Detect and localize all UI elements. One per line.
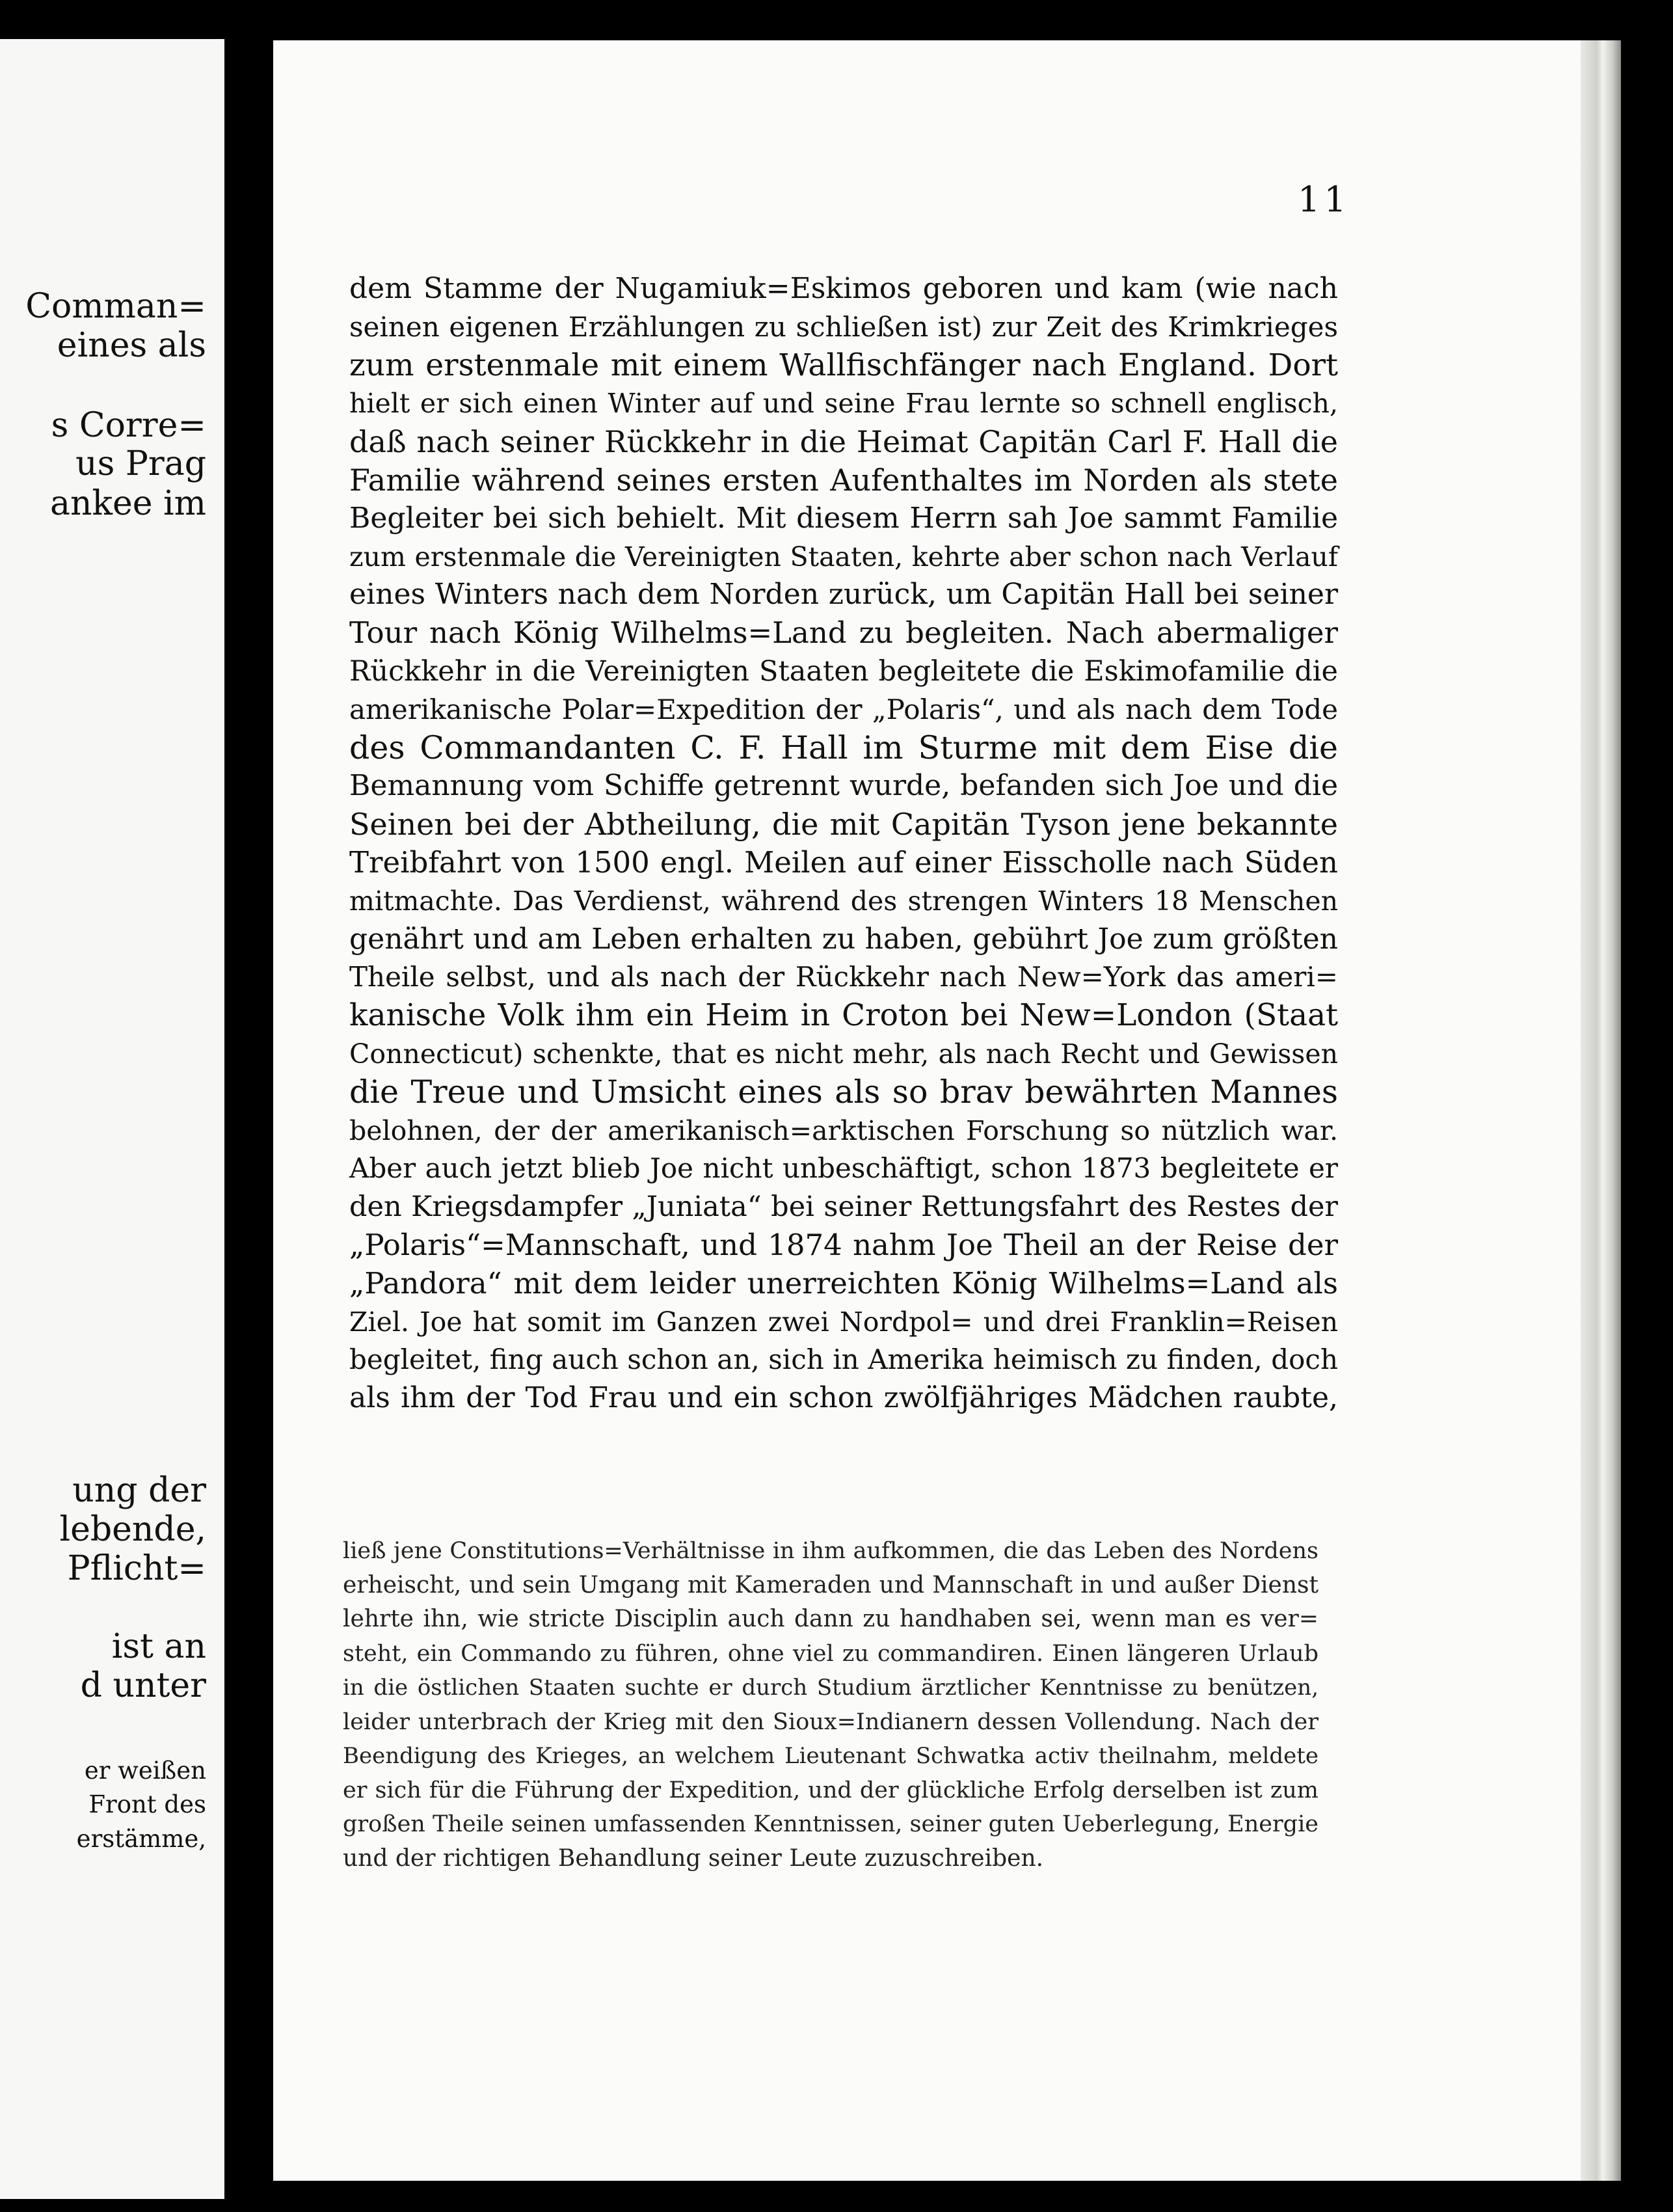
body-line: zum erstenmale die Vereinigten Staaten, kehrte aber schon nach Verlauf — [349, 541, 1338, 573]
body-line: dem Stamme der Nugamiuk=Eskimos geboren und kam (wie nach — [349, 272, 1338, 305]
footnote-line: und der richtigen Behandlung seiner Leute zuzuschreiben. — [343, 1844, 1044, 1872]
page-number: 11 — [1298, 179, 1350, 220]
left-fragment-line: ist an — [111, 1627, 206, 1666]
body-line: mitmachte. Das Verdienst, während des strengen Winters 18 Menschen — [349, 885, 1338, 917]
body-line: amerikanische Polar=Expedition der „Polaris“, und als nach dem Tode — [349, 693, 1338, 725]
left-fragment-line: us Prag — [75, 444, 206, 483]
body-line: Connecticut) schenkte, that es nicht mehr, als nach Recht und Gewissen — [349, 1038, 1338, 1070]
left-fragment-line: s Corre= — [51, 406, 206, 445]
left-fragment-line: Pflicht= — [67, 1549, 206, 1588]
book-gutter — [224, 0, 273, 2212]
footnote-line: Beendigung des Krieges, an welchem Lieutenant Schwatka activ theilnahm, meldete — [343, 1743, 1318, 1769]
body-line: hielt er sich einen Winter auf und seine Frau lernte so schnell englisch, — [349, 388, 1338, 420]
left-fragment-line: ung der — [72, 1471, 206, 1510]
body-line: Begleiter bei sich behielt. Mit diesem Herrn sah Joe sammt Familie — [349, 501, 1338, 535]
body-line: Treibfahrt von 1500 engl. Meilen auf einer Eisscholle nach Süden — [349, 844, 1338, 880]
body-line: Aber auch jetzt blieb Joe nicht unbeschäftigt, schon 1873 begleitete er — [349, 1152, 1338, 1185]
left-fragment-line: ankee im — [49, 484, 206, 523]
body-line: „Pandora“ mit dem leider unerreichten König Wilhelms=Land als — [349, 1265, 1338, 1301]
body-line: den Kriegsdampfer „Juniata“ bei seiner Rettungsfahrt des Restes der — [349, 1191, 1338, 1224]
body-line: „Polaris“=Mannschaft, und 1874 nahm Joe Theil an der Reise der — [349, 1227, 1338, 1262]
left-footnote-fragment-line: Front des — [88, 1790, 206, 1818]
previous-page-fragment — [0, 39, 224, 2199]
left-fragment-line: d unter — [80, 1666, 206, 1705]
left-fragment-line: eines als — [57, 326, 206, 365]
footnote — [343, 1534, 1318, 1876]
body-line: des Commandanten C. F. Hall im Sturme mit dem Eise die — [349, 729, 1338, 766]
left-footnote-fragment-line: erstämme, — [76, 1825, 206, 1853]
body-line: als ihm der Tod Frau und ein schon zwölfjähriges Mädchen raubte, — [349, 1381, 1338, 1415]
body-line: begleitet, fing auch schon an, sich in Amerika heimisch zu finden, doch — [349, 1343, 1338, 1376]
body-text — [349, 270, 1338, 1418]
body-line: seinen eigenen Erzählungen zu schließen ist) zur Zeit des Krimkrieges — [349, 310, 1338, 343]
footnote-line: großen Theile seinen umfassenden Kenntnissen, seiner guten Ueberlegung, Energie — [343, 1811, 1318, 1837]
body-line: Ziel. Joe hat somit im Ganzen zwei Nordpol= und drei Franklin=Reisen — [349, 1306, 1338, 1338]
body-line: Bemannung vom Schiffe getrennt wurde, befanden sich Joe und die — [349, 769, 1338, 803]
footnote-line: in die östlichen Staaten suchte er durch Studium ärztlicher Kenntnisse zu benützen, — [343, 1675, 1318, 1701]
body-line: daß nach seiner Rückkehr in die Heimat Capitän Carl F. Hall die — [349, 424, 1338, 460]
body-line: Tour nach König Wilhelms=Land zu begleiten. Nach abermaliger — [349, 615, 1338, 651]
body-line: die Treue und Umsicht eines als so brav bewährten Mannes — [349, 1073, 1338, 1111]
body-line: genährt und am Leben erhalten zu haben, gebührt Joe zum größten — [349, 922, 1338, 956]
footnote-line: leider unterbrach der Krieg mit den Sioux=Indianern dessen Vollendung. Nach der — [343, 1708, 1318, 1735]
body-line: Familie während seines ersten Aufenthaltes im Norden als stete — [349, 462, 1338, 498]
left-footnote-fragment-line: er weißen — [84, 1757, 206, 1785]
left-fragment-line: lebende, — [59, 1510, 206, 1549]
footnote-line: erheischt, und sein Umgang mit Kameraden und Mannschaft in und außer Dienst — [343, 1571, 1318, 1598]
footnote-line: steht, ein Commando zu führen, ohne viel zu commandiren. Einen längeren Urlaub — [343, 1640, 1318, 1667]
body-line: eines Winters nach dem Norden zurück, um Capitän Hall bei seiner — [349, 578, 1338, 612]
body-line: zum erstenmale mit einem Wallfischfänger nach England. Dort — [349, 347, 1338, 383]
page-stack-edge — [1581, 40, 1621, 2181]
footnote-line: er sich für die Führung der Expedition, und der glückliche Erfolg derselben ist zum — [343, 1777, 1318, 1803]
body-line: Theile selbst, und als nach der Rückkehr nach New=York das ameri= — [349, 961, 1338, 993]
body-line: Seinen bei der Abtheilung, die mit Capitän Tyson jene bekannte — [349, 807, 1338, 843]
footnote-line: ließ jene Constitutions=Verhältnisse in ihm aufkommen, die das Leben des Nordens — [343, 1538, 1318, 1564]
body-line: kanische Volk ihm ein Heim in Croton bei New=London (Staat — [349, 997, 1338, 1034]
body-line: Rückkehr in die Vereinigten Staaten begleitete die Eskimofamilie die — [349, 654, 1338, 688]
footnote-line: lehrte ihn, wie stricte Disciplin auch dann zu handhaben sei, wenn man es ver= — [343, 1606, 1318, 1632]
body-line: belohnen, der der amerikanisch=arktischen Forschung so nützlich war. — [349, 1114, 1338, 1146]
left-fragment-line: Comman= — [25, 287, 206, 326]
